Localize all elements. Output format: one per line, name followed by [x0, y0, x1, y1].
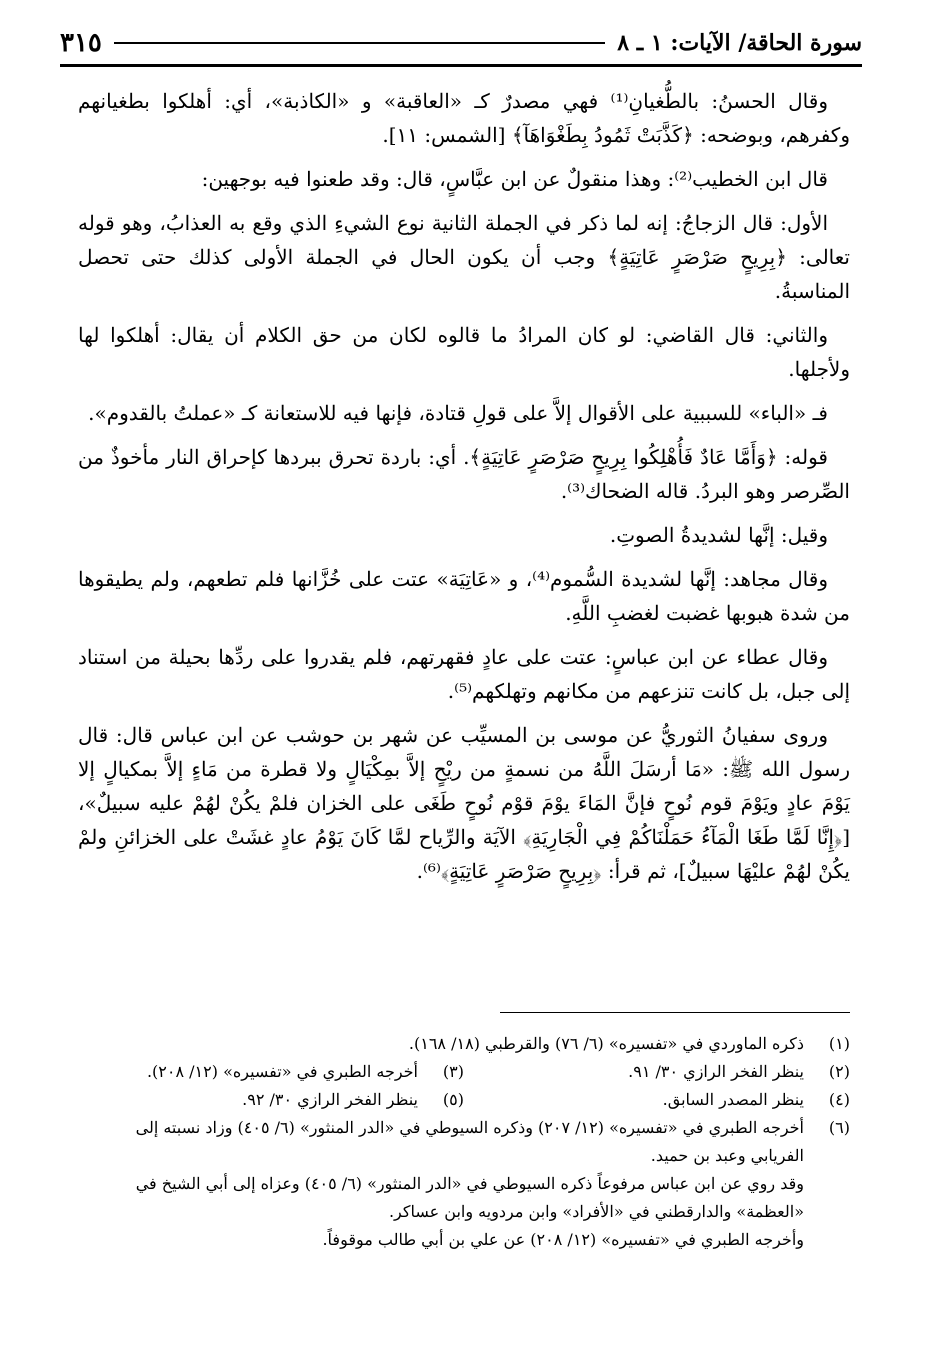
- footnote-number: (٢): [828, 1062, 850, 1081]
- footnote-rule: [500, 1012, 850, 1013]
- paragraph: وقال عطاء عن ابن عباسٍ: عتت على عادٍ فقهرتهم، فلم يقدروا على ردِّها بحيلة من استناد إلى جبل، بل كانت تنزعهم من مكانهم وتهلكهم⁽⁵⁾.: [78, 645, 850, 703]
- footnote-row: [78, 1086, 850, 1114]
- header-rule: [60, 64, 862, 67]
- footnote: [78, 1030, 850, 1058]
- footnote: [464, 1086, 850, 1114]
- footnote-text: ينظر المصدر السابق.: [662, 1090, 804, 1109]
- paragraph: قوله: ﴿وَأَمَّا عَادٌ فَأُهْلِكُوا بِرِيحٍ صَرْصَرٍ عَاتِيَةٍ﴾. أي: باردة تحرق ببردها كإحراق النار مأخوذٌ من الصِّرصر وهو البردُ. قاله الضحاك⁽³⁾.: [78, 445, 850, 503]
- paragraph: وقال الحسنُ: بالطُّغيانِ⁽¹⁾ فهي مصدرٌ كـ «العاقبة» و «الكاذبة»، أي: أهلكوا بطغيانهم وكفرهم، وبوضحه: ﴿كَذَّبَتْ ثَمُودُ بِطَغْوَاهَآ﴾ [الشمس: ١١].: [78, 89, 850, 147]
- main-text: [78, 84, 850, 898]
- footnote: [78, 1086, 464, 1114]
- paragraph: وقال مجاهد: إنَّها لشديدة السُّموم⁽⁴⁾، و «عَاتِيَة» عتت على خُزَّانها فلم تطعهم، ولم يطيقوها من شدة هبوبها غضبت لغضبِ اللَّهِ.: [78, 567, 850, 625]
- footnote-text: أخرجه الطبري في «تفسيره» (١٢/ ٢٠٨).: [146, 1062, 418, 1081]
- footnote-number: (٥): [442, 1090, 464, 1109]
- footnote-number: (٦): [828, 1118, 850, 1137]
- footnote-text: ذكره الماوردي في «تفسيره» (٦/ ٧٦) والقرطبي (١٨/ ١٦٨).: [408, 1034, 804, 1053]
- footnote: [464, 1058, 850, 1086]
- footnote-text: أخرجه الطبري في «تفسيره» (١٢/ ٢٠٧) وذكره السيوطي في «الدر المنثور» (٦/ ٤٠٥) وزاد نسبته إلى الفريابي وعبد بن حميد.: [135, 1118, 804, 1165]
- page-number: ٣١٥: [60, 28, 102, 58]
- footnote-number: (١): [828, 1034, 850, 1053]
- surah-title: سورة الحاقة/ الآيات: ١ ـ ٨: [617, 30, 862, 56]
- footnotes: [78, 1030, 850, 1254]
- footnote-text: ينظر الفخر الرازي ٣٠/ ٩٢.: [242, 1090, 418, 1109]
- paragraph: قال ابن الخطيب⁽²⁾: وهذا منقولٌ عن ابن عبَّاسٍ، قال: وقد طعنوا فيه بوجهين:: [201, 167, 828, 191]
- page-header: [60, 22, 862, 64]
- header-line: [114, 42, 605, 44]
- footnote-number: (٤): [828, 1090, 850, 1109]
- paragraph: والثاني: قال القاضي: لو كان المرادُ ما قالوه لكان من حق الكلام أن يقال: أهلكوا لها ولأجلها.: [78, 323, 850, 381]
- footnote-continuation: وأخرجه الطبري في «تفسيره» (١٢/ ٢٠٨) عن علي بن أبي طالب موقوفاً.: [322, 1230, 804, 1249]
- footnote-continuation: وقد روي عن ابن عباس مرفوعاً ذكره السيوطي في «الدر المنثور» (٦/ ٤٠٥) وعزاه إلى أبي الشيخ في «العظمة» والدارقطني في «الأفراد» وابن مردويه وابن عساكر.: [135, 1174, 804, 1221]
- paragraph: وروى سفيانُ الثوريُّ عن موسى بن المسيِّب عن شهر بن حوشب عن ابن عباس قال: قال رسول الله ﷺ: «مَا أرسَلَ اللَّهُ من نسمةٍ من ريْحٍ إلاَّ بمِكْيَالٍ ولا قطرة من مَاءٍ إلاَّ بمكيالٍ إلا يَوْمَ عادٍ ويَوْمَ قوم نُوحٍ فإنَّ المَاءَ يوْمَ قوْم نُوحٍ طَغَى على الخزان فلمْ يكُنْ لهُمْ عليه سبيلٌ»، [﴿إِنَّا لَمَّا طَغَا الْمَآءُ حَمَلْنَاكُمْ فِي الْجَارِيَةِ﴾ الآيَة والرِّياح لمَّا كَانَ يَوْمُ عادٍ غشَتْ على الخزائنِ ولمْ يكُنْ لهُمْ عليْهَا سبيلٌ]، ثم قرأ: ﴿بِرِيحٍ صَرْصَرٍ عَاتِيَةٍ﴾⁽⁶⁾.: [78, 723, 850, 883]
- footnote: [78, 1058, 464, 1086]
- footnote-number: (٣): [442, 1062, 464, 1081]
- paragraph: الأول: قال الزجاجُ: إنه لما ذكر في الجملة الثانية نوع الشيءِ الذي وقع به العذابُ، وهو قوله تعالى: ﴿بِرِيحٍ صَرْصَرٍ عَاتِيَةٍ﴾ وجب أن يكون الحال في الجملة الأولى كذلك حتى تحصل المناسبةُ.: [78, 211, 850, 303]
- footnote-text: ينظر الفخر الرازي ٣٠/ ٩١.: [628, 1062, 804, 1081]
- paragraph: وقيل: إنَّها لشديدةُ الصوتِ.: [609, 523, 828, 547]
- paragraph: فـ «الباء» للسببية على الأقوال إلاَّ على قولِ قتادة، فإنها فيه للاستعانة كـ «عملتُ بالقدوم».: [88, 401, 828, 425]
- footnote-row: [78, 1058, 850, 1086]
- footnote: [78, 1114, 850, 1170]
